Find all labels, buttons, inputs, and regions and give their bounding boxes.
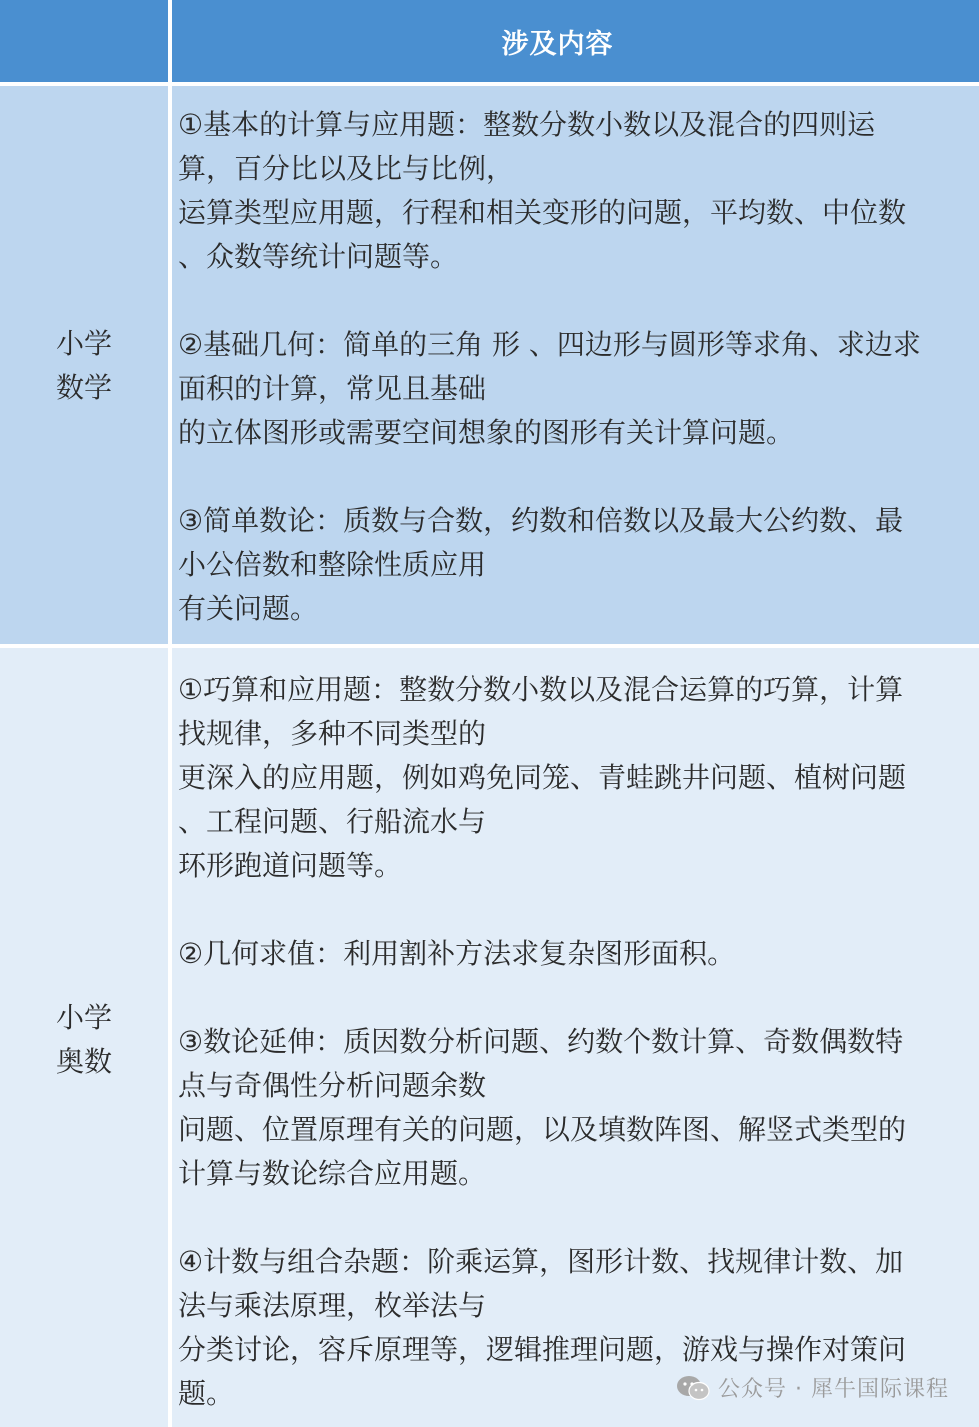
content-line: 问题、位置原理有关的问题，以及填数阵图、解竖式类型的 <box>178 1113 907 1146</box>
watermark <box>676 1372 949 1403</box>
wechat-icon <box>676 1375 710 1401</box>
content-line: 运算类型应用题，行程和相关变形的问题，平均数、中位数 <box>178 196 907 229</box>
content-line: 算，百分比以及比与比例， <box>178 152 515 185</box>
content-line: 点与奇偶性分析问题余数 <box>178 1069 487 1102</box>
subject-label <box>0 322 168 410</box>
content-line: ①基本的计算与应用题：整数分数小数以及混合的四则运 <box>178 108 876 141</box>
content-line: 的立体图形或需要空间想象的图形有关计算问题。 <box>178 416 795 449</box>
content-line: 、众数等统计问题等。 <box>178 240 459 273</box>
subject-line: 奥数 <box>55 1045 112 1078</box>
content-line: 环形跑道问题等。 <box>178 849 403 882</box>
header-cell-empty <box>0 0 168 82</box>
content-line: 法与乘法原理，枚举法与 <box>178 1289 487 1322</box>
watermark-text: 公众号 · 犀牛国际课程 <box>718 1377 949 1402</box>
row-primary-olympiad-content-cell <box>172 648 979 1427</box>
content-line: ①巧算和应用题：整数分数小数以及混合运算的巧算，计算 <box>178 673 904 706</box>
content-line: 计算与数论综合应用题。 <box>178 1157 487 1190</box>
content-text <box>178 103 979 631</box>
content-line: 、工程问题、行船流水与 <box>178 805 487 838</box>
row-primary-math-subject-cell <box>0 86 168 644</box>
subject-line: 小学 <box>55 327 112 360</box>
row-primary-olympiad-subject-cell <box>0 648 168 1427</box>
content-text <box>178 668 979 1416</box>
subject-line: 数学 <box>55 371 112 404</box>
subject-line: 小学 <box>55 1001 112 1034</box>
content-line: 题。 <box>178 1377 235 1410</box>
content-line: ③简单数论：质数与合数，约数和倍数以及最大公约数、最 <box>178 504 904 537</box>
content-line: ②基础几何：简单的三角 形 、四边形与圆形等求角、求边求 <box>178 328 921 361</box>
content-line: 更深入的应用题，例如鸡免同笼、青蛙跳井问题、植树问题 <box>178 761 907 794</box>
content-line: 分类讨论，容斥原理等，逻辑推理问题，游戏与操作对策问 <box>178 1333 907 1366</box>
header-cell-content <box>172 0 979 82</box>
content-line: ④计数与组合杂题：阶乘运算，图形计数、找规律计数、加 <box>178 1245 904 1278</box>
content-line: ②几何求值：利用割补方法求复杂图形面积。 <box>178 937 736 970</box>
subject-label <box>0 996 168 1084</box>
content-line: 面积的计算，常见且基础 <box>178 372 487 405</box>
content-line: ③数论延伸：质因数分析问题、约数个数计算、奇数偶数特 <box>178 1025 904 1058</box>
content-line: 找规律，多种不同类型的 <box>178 717 487 750</box>
header-title: 涉及内容 <box>501 28 614 60</box>
row-primary-math-content-cell <box>172 86 979 644</box>
content-line: 小公倍数和整除性质应用 <box>178 548 487 581</box>
content-line: 有关问题。 <box>178 592 319 625</box>
